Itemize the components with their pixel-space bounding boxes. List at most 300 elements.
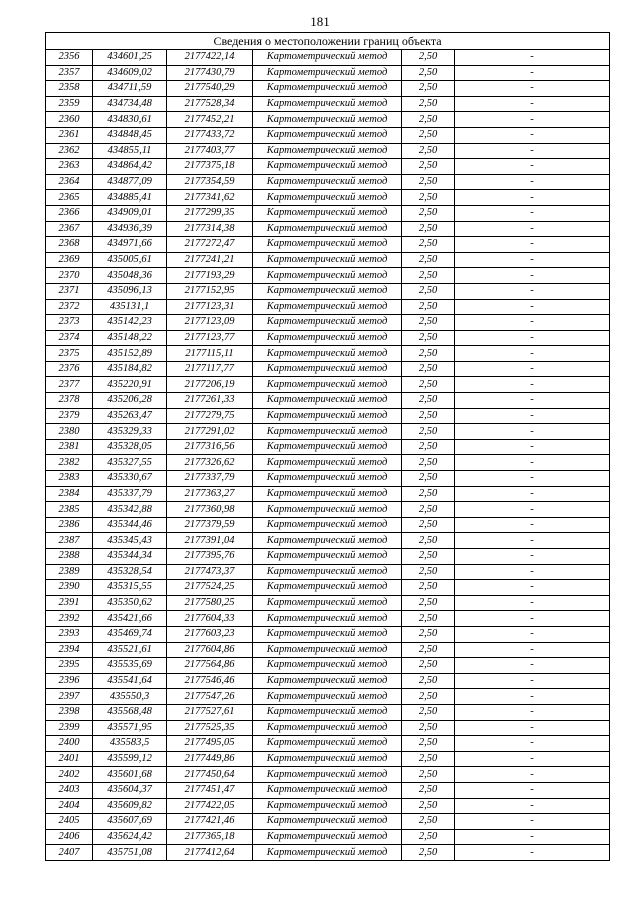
precision-cell: 2,50	[402, 564, 455, 580]
point-number-cell: 2404	[46, 798, 93, 814]
method-cell: Картометрический метод	[253, 595, 402, 611]
method-cell: Картометрический метод	[253, 751, 402, 767]
precision-cell: 2,50	[402, 174, 455, 190]
y-coordinate-cell: 2177540,29	[167, 81, 253, 97]
point-number-cell: 2402	[46, 767, 93, 783]
point-number-cell: 2360	[46, 112, 93, 128]
point-number-cell: 2406	[46, 829, 93, 845]
method-cell: Картометрический метод	[253, 190, 402, 206]
y-coordinate-cell: 2177546,46	[167, 673, 253, 689]
y-coordinate-cell: 2177193,29	[167, 268, 253, 284]
y-coordinate-cell: 2177272,47	[167, 237, 253, 253]
x-coordinate-cell: 435568,48	[93, 704, 167, 720]
description-cell: -	[455, 127, 610, 143]
x-coordinate-cell: 435550,3	[93, 689, 167, 705]
precision-cell: 2,50	[402, 845, 455, 861]
y-coordinate-cell: 2177316,56	[167, 439, 253, 455]
precision-cell: 2,50	[402, 393, 455, 409]
table-row	[46, 252, 610, 268]
precision-cell: 2,50	[402, 798, 455, 814]
precision-cell: 2,50	[402, 377, 455, 393]
point-number-cell: 2366	[46, 205, 93, 221]
y-coordinate-cell: 2177450,64	[167, 767, 253, 783]
x-coordinate-cell: 434848,45	[93, 127, 167, 143]
point-number-cell: 2394	[46, 642, 93, 658]
description-cell: -	[455, 190, 610, 206]
table-row	[46, 96, 610, 112]
method-cell: Картометрический метод	[253, 439, 402, 455]
table-row	[46, 595, 610, 611]
point-number-cell: 2403	[46, 782, 93, 798]
y-coordinate-cell: 2177451,47	[167, 782, 253, 798]
method-cell: Картометрический метод	[253, 330, 402, 346]
description-cell: -	[455, 751, 610, 767]
table-row	[46, 315, 610, 331]
method-cell: Картометрический метод	[253, 845, 402, 861]
method-cell: Картометрический метод	[253, 159, 402, 175]
x-coordinate-cell: 434864,42	[93, 159, 167, 175]
table-row	[46, 439, 610, 455]
method-cell: Картометрический метод	[253, 689, 402, 705]
precision-cell: 2,50	[402, 751, 455, 767]
x-coordinate-cell: 434855,11	[93, 143, 167, 159]
table-row	[46, 190, 610, 206]
precision-cell: 2,50	[402, 205, 455, 221]
point-number-cell: 2363	[46, 159, 93, 175]
point-number-cell: 2398	[46, 704, 93, 720]
method-cell: Картометрический метод	[253, 767, 402, 783]
point-number-cell: 2387	[46, 533, 93, 549]
point-number-cell: 2382	[46, 455, 93, 471]
x-coordinate-cell: 434711,59	[93, 81, 167, 97]
precision-cell: 2,50	[402, 829, 455, 845]
x-coordinate-cell: 434909,01	[93, 205, 167, 221]
precision-cell: 2,50	[402, 580, 455, 596]
description-cell: -	[455, 346, 610, 362]
y-coordinate-cell: 2177430,79	[167, 65, 253, 81]
method-cell: Картометрический метод	[253, 96, 402, 112]
description-cell: -	[455, 174, 610, 190]
point-number-cell: 2365	[46, 190, 93, 206]
x-coordinate-cell: 435328,05	[93, 439, 167, 455]
table-row	[46, 767, 610, 783]
method-cell: Картометрический метод	[253, 829, 402, 845]
point-number-cell: 2381	[46, 439, 93, 455]
method-cell: Картометрический метод	[253, 221, 402, 237]
table-row	[46, 549, 610, 565]
y-coordinate-cell: 2177449,86	[167, 751, 253, 767]
x-coordinate-cell: 434936,39	[93, 221, 167, 237]
table-row	[46, 143, 610, 159]
x-coordinate-cell: 435521,61	[93, 642, 167, 658]
y-coordinate-cell: 2177421,46	[167, 814, 253, 830]
y-coordinate-cell: 2177354,59	[167, 174, 253, 190]
point-number-cell: 2357	[46, 65, 93, 81]
method-cell: Картометрический метод	[253, 377, 402, 393]
y-coordinate-cell: 2177379,59	[167, 517, 253, 533]
point-number-cell: 2391	[46, 595, 93, 611]
table-row	[46, 377, 610, 393]
description-cell: -	[455, 439, 610, 455]
precision-cell: 2,50	[402, 736, 455, 752]
x-coordinate-cell: 435329,33	[93, 424, 167, 440]
x-coordinate-cell: 435604,37	[93, 782, 167, 798]
y-coordinate-cell: 2177241,21	[167, 252, 253, 268]
point-number-cell: 2367	[46, 221, 93, 237]
x-coordinate-cell: 435263,47	[93, 408, 167, 424]
point-number-cell: 2399	[46, 720, 93, 736]
point-number-cell: 2389	[46, 564, 93, 580]
precision-cell: 2,50	[402, 626, 455, 642]
table-row	[46, 611, 610, 627]
table-row	[46, 471, 610, 487]
point-number-cell: 2377	[46, 377, 93, 393]
table-row	[46, 580, 610, 596]
table-title: Сведения о местоположении границ объекта	[46, 33, 610, 50]
point-number-cell: 2392	[46, 611, 93, 627]
point-number-cell: 2383	[46, 471, 93, 487]
description-cell: -	[455, 673, 610, 689]
method-cell: Картометрический метод	[253, 237, 402, 253]
point-number-cell: 2386	[46, 517, 93, 533]
precision-cell: 2,50	[402, 720, 455, 736]
method-cell: Картометрический метод	[253, 424, 402, 440]
x-coordinate-cell: 435330,67	[93, 471, 167, 487]
table-row	[46, 393, 610, 409]
description-cell: -	[455, 626, 610, 642]
table-row	[46, 455, 610, 471]
precision-cell: 2,50	[402, 517, 455, 533]
table-row	[46, 736, 610, 752]
point-number-cell: 2364	[46, 174, 93, 190]
description-cell: -	[455, 471, 610, 487]
point-number-cell: 2401	[46, 751, 93, 767]
precision-cell: 2,50	[402, 315, 455, 331]
description-cell: -	[455, 408, 610, 424]
x-coordinate-cell: 435541,64	[93, 673, 167, 689]
description-cell: -	[455, 315, 610, 331]
description-cell: -	[455, 65, 610, 81]
x-coordinate-cell: 434601,25	[93, 50, 167, 66]
precision-cell: 2,50	[402, 704, 455, 720]
precision-cell: 2,50	[402, 502, 455, 518]
point-number-cell: 2369	[46, 252, 93, 268]
precision-cell: 2,50	[402, 455, 455, 471]
precision-cell: 2,50	[402, 424, 455, 440]
table-row	[46, 517, 610, 533]
table-row	[46, 50, 610, 66]
description-cell: -	[455, 829, 610, 845]
method-cell: Картометрический метод	[253, 393, 402, 409]
x-coordinate-cell: 435327,55	[93, 455, 167, 471]
table-row	[46, 127, 610, 143]
precision-cell: 2,50	[402, 159, 455, 175]
y-coordinate-cell: 2177473,37	[167, 564, 253, 580]
method-cell: Картометрический метод	[253, 658, 402, 674]
method-cell: Картометрический метод	[253, 736, 402, 752]
method-cell: Картометрический метод	[253, 814, 402, 830]
description-cell: -	[455, 611, 610, 627]
point-number-cell: 2375	[46, 346, 93, 362]
point-number-cell: 2388	[46, 549, 93, 565]
description-cell: -	[455, 533, 610, 549]
description-cell: -	[455, 658, 610, 674]
method-cell: Картометрический метод	[253, 580, 402, 596]
precision-cell: 2,50	[402, 81, 455, 97]
page-number: 181	[310, 14, 330, 29]
method-cell: Картометрический метод	[253, 704, 402, 720]
point-number-cell: 2370	[46, 268, 93, 284]
description-cell: -	[455, 549, 610, 565]
table-row	[46, 704, 610, 720]
description-cell: -	[455, 330, 610, 346]
point-number-cell: 2376	[46, 361, 93, 377]
y-coordinate-cell: 2177206,19	[167, 377, 253, 393]
method-cell: Картометрический метод	[253, 798, 402, 814]
description-cell: -	[455, 767, 610, 783]
precision-cell: 2,50	[402, 658, 455, 674]
y-coordinate-cell: 2177495,05	[167, 736, 253, 752]
point-number-cell: 2361	[46, 127, 93, 143]
description-cell: -	[455, 50, 610, 66]
precision-cell: 2,50	[402, 533, 455, 549]
x-coordinate-cell: 435005,61	[93, 252, 167, 268]
table-row	[46, 720, 610, 736]
table-row	[46, 658, 610, 674]
y-coordinate-cell: 2177527,61	[167, 704, 253, 720]
description-cell: -	[455, 221, 610, 237]
y-coordinate-cell: 2177152,95	[167, 283, 253, 299]
x-coordinate-cell: 435048,36	[93, 268, 167, 284]
description-cell: -	[455, 814, 610, 830]
x-coordinate-cell: 434734,48	[93, 96, 167, 112]
point-number-cell: 2397	[46, 689, 93, 705]
point-number-cell: 2359	[46, 96, 93, 112]
description-cell: -	[455, 361, 610, 377]
y-coordinate-cell: 2177604,86	[167, 642, 253, 658]
description-cell: -	[455, 299, 610, 315]
point-number-cell: 2393	[46, 626, 93, 642]
method-cell: Картометрический метод	[253, 283, 402, 299]
x-coordinate-cell: 435583,5	[93, 736, 167, 752]
precision-cell: 2,50	[402, 642, 455, 658]
method-cell: Картометрический метод	[253, 315, 402, 331]
description-cell: -	[455, 455, 610, 471]
method-cell: Картометрический метод	[253, 533, 402, 549]
precision-cell: 2,50	[402, 471, 455, 487]
x-coordinate-cell: 435345,43	[93, 533, 167, 549]
table-row	[46, 268, 610, 284]
y-coordinate-cell: 2177603,23	[167, 626, 253, 642]
precision-cell: 2,50	[402, 346, 455, 362]
x-coordinate-cell: 435131,1	[93, 299, 167, 315]
y-coordinate-cell: 2177123,31	[167, 299, 253, 315]
y-coordinate-cell: 2177580,25	[167, 595, 253, 611]
table-row	[46, 221, 610, 237]
table-row	[46, 626, 610, 642]
x-coordinate-cell: 435337,79	[93, 486, 167, 502]
method-cell: Картометрический метод	[253, 174, 402, 190]
x-coordinate-cell: 435344,34	[93, 549, 167, 565]
table-row	[46, 346, 610, 362]
method-cell: Картометрический метод	[253, 642, 402, 658]
precision-cell: 2,50	[402, 439, 455, 455]
y-coordinate-cell: 2177291,02	[167, 424, 253, 440]
description-cell: -	[455, 564, 610, 580]
y-coordinate-cell: 2177363,27	[167, 486, 253, 502]
point-number-cell: 2372	[46, 299, 93, 315]
description-cell: -	[455, 720, 610, 736]
method-cell: Картометрический метод	[253, 65, 402, 81]
y-coordinate-cell: 2177422,05	[167, 798, 253, 814]
x-coordinate-cell: 435599,12	[93, 751, 167, 767]
y-coordinate-cell: 2177117,77	[167, 361, 253, 377]
description-cell: -	[455, 502, 610, 518]
method-cell: Картометрический метод	[253, 112, 402, 128]
y-coordinate-cell: 2177314,38	[167, 221, 253, 237]
precision-cell: 2,50	[402, 673, 455, 689]
x-coordinate-cell: 435607,69	[93, 814, 167, 830]
method-cell: Картометрический метод	[253, 408, 402, 424]
precision-cell: 2,50	[402, 50, 455, 66]
description-cell: -	[455, 112, 610, 128]
precision-cell: 2,50	[402, 268, 455, 284]
table-row	[46, 564, 610, 580]
method-cell: Картометрический метод	[253, 50, 402, 66]
description-cell: -	[455, 486, 610, 502]
table-row	[46, 237, 610, 253]
precision-cell: 2,50	[402, 299, 455, 315]
point-number-cell: 2371	[46, 283, 93, 299]
y-coordinate-cell: 2177299,35	[167, 205, 253, 221]
table-row	[46, 159, 610, 175]
description-cell: -	[455, 143, 610, 159]
x-coordinate-cell: 435206,28	[93, 393, 167, 409]
precision-cell: 2,50	[402, 283, 455, 299]
y-coordinate-cell: 2177360,98	[167, 502, 253, 518]
point-number-cell: 2368	[46, 237, 93, 253]
precision-cell: 2,50	[402, 112, 455, 128]
table-row	[46, 798, 610, 814]
description-cell: -	[455, 704, 610, 720]
table-row	[46, 689, 610, 705]
x-coordinate-cell: 435350,62	[93, 595, 167, 611]
description-cell: -	[455, 517, 610, 533]
y-coordinate-cell: 2177422,14	[167, 50, 253, 66]
description-cell: -	[455, 237, 610, 253]
table-row	[46, 845, 610, 861]
precision-cell: 2,50	[402, 127, 455, 143]
method-cell: Картометрический метод	[253, 471, 402, 487]
x-coordinate-cell: 434885,41	[93, 190, 167, 206]
description-cell: -	[455, 205, 610, 221]
precision-cell: 2,50	[402, 361, 455, 377]
point-number-cell: 2356	[46, 50, 93, 66]
table-row	[46, 673, 610, 689]
table-row	[46, 533, 610, 549]
x-coordinate-cell: 434971,66	[93, 237, 167, 253]
table-row	[46, 283, 610, 299]
boundary-table	[45, 32, 610, 861]
point-number-cell: 2395	[46, 658, 93, 674]
point-number-cell: 2405	[46, 814, 93, 830]
point-number-cell: 2378	[46, 393, 93, 409]
method-cell: Картометрический метод	[253, 720, 402, 736]
description-cell: -	[455, 595, 610, 611]
precision-cell: 2,50	[402, 237, 455, 253]
x-coordinate-cell: 435535,69	[93, 658, 167, 674]
y-coordinate-cell: 2177547,26	[167, 689, 253, 705]
x-coordinate-cell: 435315,55	[93, 580, 167, 596]
x-coordinate-cell: 435601,68	[93, 767, 167, 783]
description-cell: -	[455, 96, 610, 112]
table-row	[46, 205, 610, 221]
y-coordinate-cell: 2177412,64	[167, 845, 253, 861]
method-cell: Картометрический метод	[253, 268, 402, 284]
x-coordinate-cell: 434877,09	[93, 174, 167, 190]
y-coordinate-cell: 2177279,75	[167, 408, 253, 424]
x-coordinate-cell: 435328,54	[93, 564, 167, 580]
y-coordinate-cell: 2177326,62	[167, 455, 253, 471]
table-row	[46, 502, 610, 518]
precision-cell: 2,50	[402, 65, 455, 81]
point-number-cell: 2380	[46, 424, 93, 440]
x-coordinate-cell: 435152,89	[93, 346, 167, 362]
y-coordinate-cell: 2177115,11	[167, 346, 253, 362]
description-cell: -	[455, 393, 610, 409]
method-cell: Картометрический метод	[253, 517, 402, 533]
x-coordinate-cell: 435571,95	[93, 720, 167, 736]
precision-cell: 2,50	[402, 408, 455, 424]
x-coordinate-cell: 435342,88	[93, 502, 167, 518]
precision-cell: 2,50	[402, 190, 455, 206]
precision-cell: 2,50	[402, 595, 455, 611]
y-coordinate-cell: 2177261,33	[167, 393, 253, 409]
y-coordinate-cell: 2177524,25	[167, 580, 253, 596]
description-cell: -	[455, 689, 610, 705]
y-coordinate-cell: 2177395,76	[167, 549, 253, 565]
y-coordinate-cell: 2177403,77	[167, 143, 253, 159]
method-cell: Картометрический метод	[253, 673, 402, 689]
y-coordinate-cell: 2177433,72	[167, 127, 253, 143]
description-cell: -	[455, 252, 610, 268]
table-row	[46, 814, 610, 830]
method-cell: Картометрический метод	[253, 564, 402, 580]
method-cell: Картометрический метод	[253, 486, 402, 502]
table-row	[46, 782, 610, 798]
x-coordinate-cell: 434609,02	[93, 65, 167, 81]
y-coordinate-cell: 2177123,09	[167, 315, 253, 331]
table-row	[46, 642, 610, 658]
method-cell: Картометрический метод	[253, 81, 402, 97]
precision-cell: 2,50	[402, 689, 455, 705]
precision-cell: 2,50	[402, 143, 455, 159]
x-coordinate-cell: 435751,08	[93, 845, 167, 861]
y-coordinate-cell: 2177528,34	[167, 96, 253, 112]
method-cell: Картометрический метод	[253, 549, 402, 565]
method-cell: Картометрический метод	[253, 626, 402, 642]
table-row	[46, 65, 610, 81]
x-coordinate-cell: 435421,66	[93, 611, 167, 627]
precision-cell: 2,50	[402, 486, 455, 502]
precision-cell: 2,50	[402, 330, 455, 346]
y-coordinate-cell: 2177604,33	[167, 611, 253, 627]
point-number-cell: 2390	[46, 580, 93, 596]
y-coordinate-cell: 2177525,35	[167, 720, 253, 736]
table-row	[46, 112, 610, 128]
x-coordinate-cell: 435148,22	[93, 330, 167, 346]
y-coordinate-cell: 2177375,18	[167, 159, 253, 175]
